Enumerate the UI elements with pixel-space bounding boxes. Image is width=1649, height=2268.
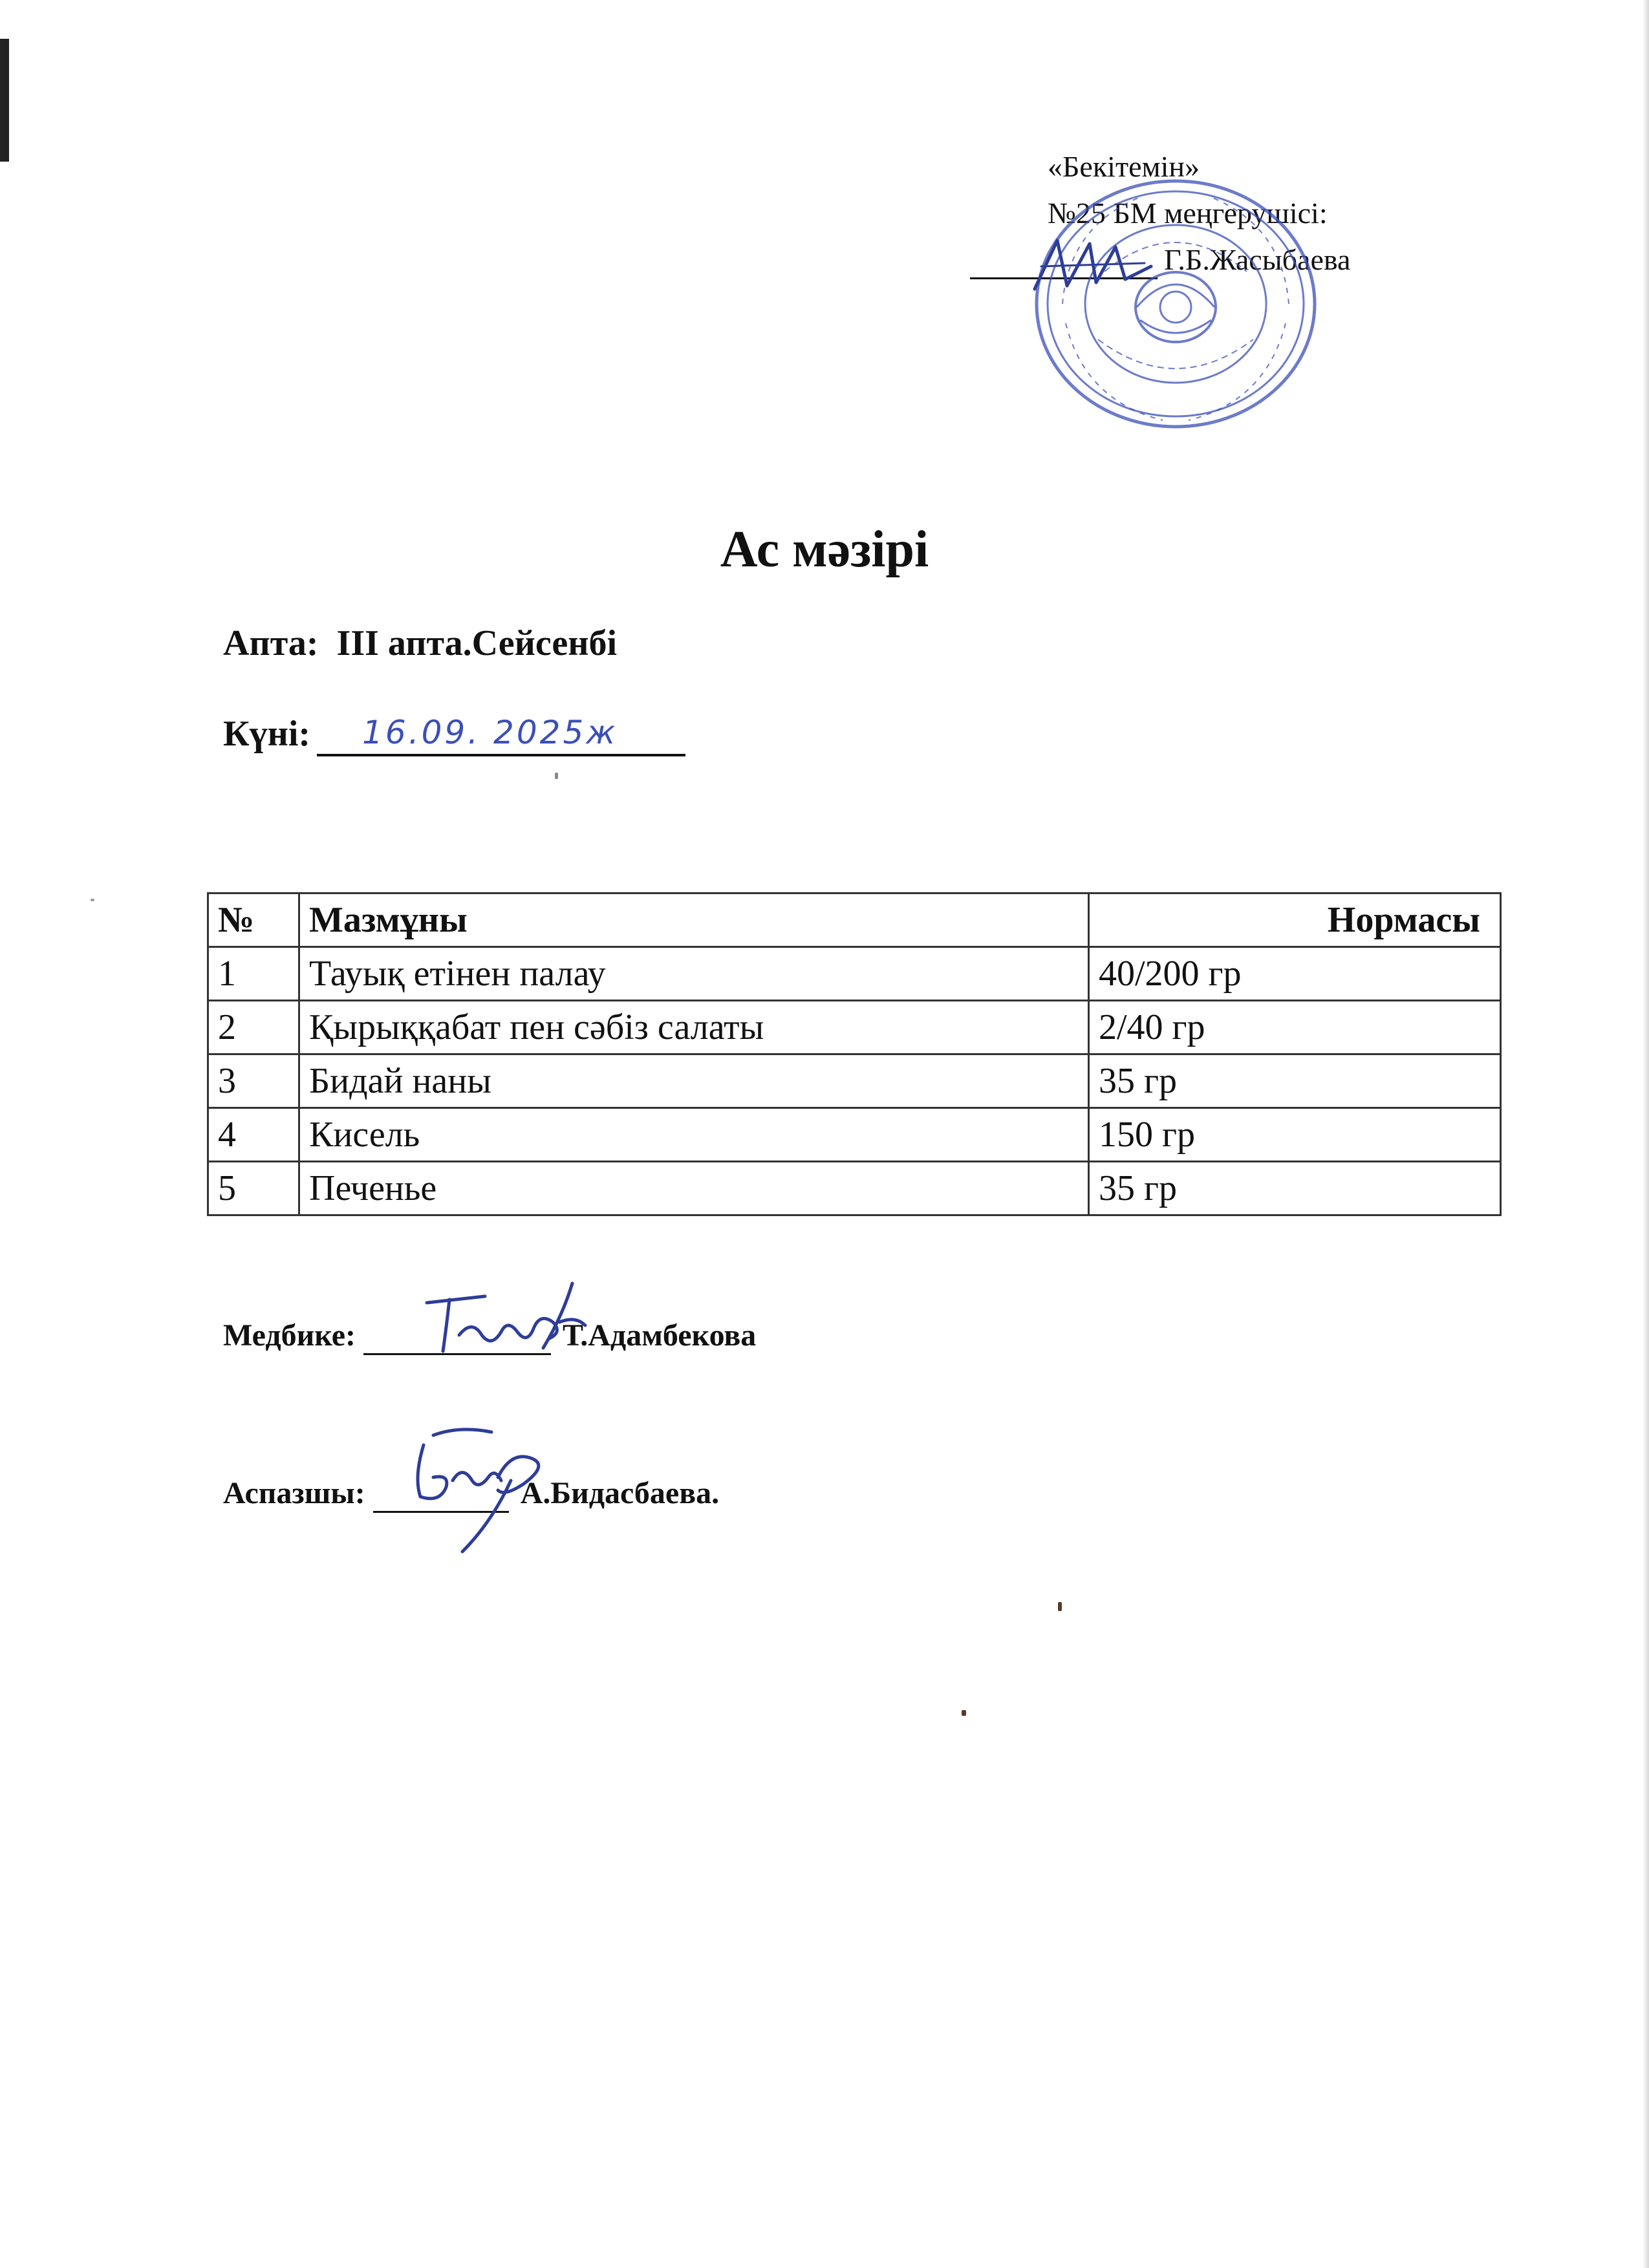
- row-norm: 40/200 гр: [1089, 947, 1501, 1001]
- table-row: [208, 1054, 1501, 1108]
- week-line: [223, 621, 617, 666]
- row-dish: Печенье: [299, 1162, 1089, 1215]
- header-norm: Нормасы: [1089, 893, 1501, 947]
- director-name: Г.Б.Жасыбаева: [1164, 243, 1351, 276]
- row-dish: Қырыққабат пен сәбіз салаты: [299, 1001, 1089, 1054]
- row-norm: 35 гр: [1089, 1054, 1501, 1108]
- table-row: [208, 1001, 1501, 1054]
- week-label: Апта:: [223, 623, 319, 663]
- table-row: [208, 947, 1501, 1001]
- page-title: Ас мәзірі: [720, 521, 929, 578]
- row-dish: Кисель: [299, 1108, 1089, 1162]
- scan-edge-shadow: [0, 39, 9, 162]
- header-number: №: [208, 893, 299, 947]
- scan-speck: [962, 1710, 966, 1716]
- date-label: Күні:: [223, 714, 311, 754]
- scan-speck: [1058, 1602, 1062, 1611]
- table-row: [208, 1162, 1501, 1215]
- menu-table: [207, 892, 1502, 1216]
- scan-speck: [555, 773, 558, 779]
- date-handwritten: 16.09. 2025ж: [362, 714, 618, 751]
- row-number: 3: [208, 1054, 299, 1108]
- row-number: 4: [208, 1108, 299, 1162]
- row-norm: 2/40 гр: [1089, 1001, 1501, 1054]
- cook-name: А.Бидасбаева.: [520, 1476, 720, 1510]
- table-header-row: [208, 893, 1501, 947]
- scan-speck: [91, 899, 94, 901]
- row-norm: 35 гр: [1089, 1162, 1501, 1215]
- director-signature: [1028, 228, 1158, 299]
- header-content: Мазмұны: [299, 893, 1089, 947]
- official-stamp: [1027, 175, 1324, 433]
- row-number: 5: [208, 1162, 299, 1215]
- date-field: [317, 715, 685, 756]
- row-number: 2: [208, 1001, 299, 1054]
- cook-label: Аспазшы:: [223, 1476, 365, 1510]
- approval-position: №25 БМ меңгерушісі:: [1048, 197, 1328, 230]
- row-dish: Бидай наны: [299, 1054, 1089, 1108]
- cook-signature: [401, 1419, 556, 1561]
- date-line: [223, 711, 685, 756]
- nurse-signature: [414, 1277, 595, 1374]
- row-norm: 150 гр: [1089, 1108, 1501, 1162]
- week-value: ІІІ апта.Сейсенбі: [336, 623, 618, 663]
- nurse-label: Медбике:: [223, 1318, 356, 1353]
- approval-title: «Бекітемін»: [1048, 150, 1200, 183]
- nurse-name: Т.Адамбекова: [563, 1318, 757, 1353]
- row-dish: Тауық етінен палау: [299, 947, 1089, 1001]
- row-number: 1: [208, 947, 299, 1001]
- table-row: [208, 1108, 1501, 1162]
- scan-edge-right: [1643, 0, 1649, 2268]
